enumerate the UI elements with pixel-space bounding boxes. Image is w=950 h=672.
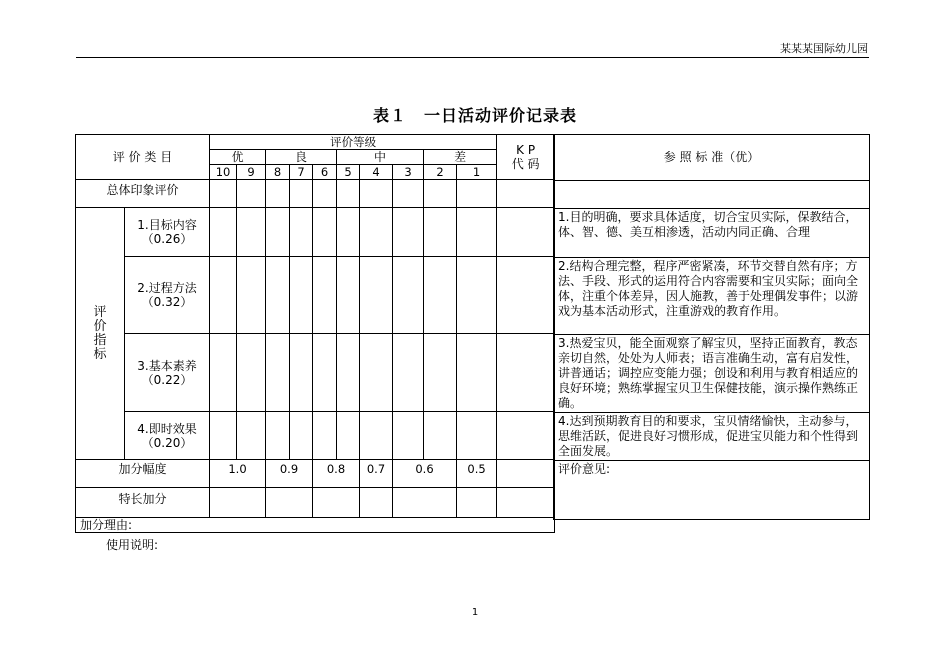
input-cell[interactable]	[393, 488, 457, 518]
input-cell[interactable]	[210, 488, 266, 518]
input-cell[interactable]	[457, 334, 497, 412]
input-cell[interactable]	[290, 334, 313, 412]
indicator-char: 指	[93, 332, 107, 348]
grade-header: 评价等级	[210, 135, 497, 150]
criteria-text: 4.达到预期教育目的和要求，宝贝情绪愉快，主动参与，思维活跃，促进良好习惯形成，促进宝贝能力和个性得到全面发展。	[554, 413, 870, 461]
score-cell: 10	[210, 165, 237, 180]
reference-header: 参 照 标 准（优）	[554, 135, 870, 181]
input-cell[interactable]	[424, 257, 457, 334]
overall-row-label: 总体印象评价	[76, 180, 210, 208]
input-cell[interactable]	[313, 208, 337, 257]
criteria-text: 3.热爱宝贝，能全面观察了解宝贝，坚持正面教育，教态亲切自然，处处为人师表；语言准确生动，富有启发性，讲普通话；调控应变能力强；创设和利用与教育相适应的良好环境；熟练掌握宝贝卫生保健技能，演示操作熟练正确。	[554, 335, 870, 413]
indicator-weight: （0.22）	[141, 372, 193, 387]
grade-group: 差	[424, 150, 497, 165]
input-cell[interactable]	[237, 334, 266, 412]
input-cell[interactable]	[210, 412, 237, 460]
input-cell[interactable]	[457, 180, 497, 208]
score-cell: 2	[424, 165, 457, 180]
grade-group: 中	[337, 150, 424, 165]
input-cell[interactable]	[360, 334, 393, 412]
kp-header-line2: 代 码	[511, 157, 540, 171]
grade-group: 优	[210, 150, 266, 165]
indicator-char: 标	[93, 346, 107, 362]
indicator-name	[125, 208, 210, 257]
indicator-weight: （0.20）	[141, 435, 193, 450]
score-cell: 4	[360, 165, 393, 180]
page-number: 1	[471, 607, 479, 618]
input-cell[interactable]	[360, 412, 393, 460]
bonus-range-label: 加分幅度	[76, 460, 210, 488]
input-cell[interactable]	[337, 412, 360, 460]
input-cell[interactable]	[497, 488, 555, 518]
overall-criteria-cell[interactable]	[554, 181, 870, 209]
input-cell[interactable]	[313, 488, 360, 518]
input-cell[interactable]	[290, 208, 313, 257]
input-cell[interactable]	[424, 412, 457, 460]
kp-header-line1: K P	[516, 143, 536, 157]
indicator-char: 评	[93, 304, 107, 320]
indicator-name	[125, 412, 210, 460]
input-cell[interactable]	[497, 208, 555, 257]
score-cell: 9	[237, 165, 266, 180]
input-cell[interactable]	[290, 412, 313, 460]
input-cell[interactable]	[266, 257, 290, 334]
input-cell[interactable]	[360, 257, 393, 334]
input-cell[interactable]	[266, 412, 290, 460]
score-cell: 7	[290, 165, 313, 180]
input-cell[interactable]	[497, 180, 555, 208]
org-name: 某某某国际幼儿园	[780, 42, 868, 55]
input-cell[interactable]	[497, 334, 555, 412]
kp-header	[497, 135, 555, 180]
comment-label: 评价意见:	[554, 461, 870, 520]
indicator-title: 3.基本素养	[137, 358, 197, 373]
input-cell[interactable]	[237, 412, 266, 460]
input-cell[interactable]	[424, 180, 457, 208]
input-cell[interactable]	[497, 460, 555, 488]
input-cell[interactable]	[424, 334, 457, 412]
input-cell[interactable]	[313, 334, 337, 412]
input-cell[interactable]	[210, 180, 237, 208]
indicator-weight: （0.26）	[141, 232, 193, 246]
bonus-value: 0.9	[266, 460, 313, 488]
input-cell[interactable]	[313, 257, 337, 334]
input-cell[interactable]	[313, 180, 337, 208]
bonus-value: 0.8	[313, 460, 360, 488]
input-cell[interactable]	[393, 180, 424, 208]
reference-table	[553, 134, 870, 520]
input-cell[interactable]	[313, 412, 337, 460]
input-cell[interactable]	[360, 488, 393, 518]
input-cell[interactable]	[393, 257, 424, 334]
input-cell[interactable]	[457, 257, 497, 334]
input-cell[interactable]	[266, 334, 290, 412]
input-cell[interactable]	[290, 180, 313, 208]
page-title: 表１ 一日活动评价记录表	[372, 106, 577, 125]
header-rule	[76, 57, 869, 58]
score-cell: 1	[457, 165, 497, 180]
grade-group: 良	[266, 150, 337, 165]
input-cell[interactable]	[337, 334, 360, 412]
input-cell[interactable]	[266, 488, 313, 518]
input-cell[interactable]	[237, 180, 266, 208]
criteria-text: 1.目的明确，要求具体适度，切合宝贝实际，保教结合，体、智、德、美互相渗透，活动内同正确、合理	[554, 209, 870, 258]
bonus-value: 1.0	[210, 460, 266, 488]
input-cell[interactable]	[337, 180, 360, 208]
input-cell[interactable]	[457, 412, 497, 460]
score-cell: 3	[393, 165, 424, 180]
evaluation-table	[75, 134, 555, 533]
bonus-value: 0.5	[457, 460, 497, 488]
score-cell: 5	[337, 165, 360, 180]
input-cell[interactable]	[210, 208, 237, 257]
indicator-char: 价	[93, 318, 107, 334]
score-cell: 6	[313, 165, 337, 180]
indicator-name	[125, 257, 210, 334]
bonus-value: 0.6	[393, 460, 457, 488]
input-cell[interactable]	[266, 180, 290, 208]
indicator-name	[125, 334, 210, 412]
input-cell[interactable]	[337, 208, 360, 257]
input-cell[interactable]	[393, 412, 424, 460]
input-cell[interactable]	[290, 257, 313, 334]
input-cell[interactable]	[210, 334, 237, 412]
criteria-text: 2.结构合理完整，程序严密紧凑，环节交替自然有序；方法、手段、形式的运用符合内容需要和宝贝实际；面向全体，注重个体差异，因人施教，善于处理偶发事件；以游戏为基本活动形式，注重游戏的教育作用。	[554, 258, 870, 335]
indicator-weight: （0.32）	[141, 295, 193, 309]
input-cell[interactable]	[337, 257, 360, 334]
indicator-title: 4.即时效果	[137, 421, 197, 436]
input-cell[interactable]	[457, 208, 497, 257]
input-cell[interactable]	[424, 208, 457, 257]
indicator-group-label	[76, 208, 125, 460]
indicator-title: 1.目标内容	[137, 218, 197, 232]
input-cell[interactable]	[457, 488, 497, 518]
input-cell[interactable]	[497, 412, 555, 460]
indicator-title: 2.过程方法	[137, 281, 197, 295]
bonus-value: 0.7	[360, 460, 393, 488]
usage-label: 使用说明:	[106, 538, 159, 552]
input-cell[interactable]	[393, 334, 424, 412]
special-bonus-label: 特长加分	[76, 488, 210, 518]
input-cell[interactable]	[210, 257, 237, 334]
input-cell[interactable]	[266, 208, 290, 257]
input-cell[interactable]	[237, 208, 266, 257]
input-cell[interactable]	[497, 257, 555, 334]
input-cell[interactable]	[360, 208, 393, 257]
input-cell[interactable]	[393, 208, 424, 257]
input-cell[interactable]	[237, 257, 266, 334]
bonus-reason-label: 加分理由:	[76, 518, 555, 533]
input-cell[interactable]	[360, 180, 393, 208]
category-header: 评 价 类 目	[76, 135, 210, 180]
score-cell: 8	[266, 165, 290, 180]
